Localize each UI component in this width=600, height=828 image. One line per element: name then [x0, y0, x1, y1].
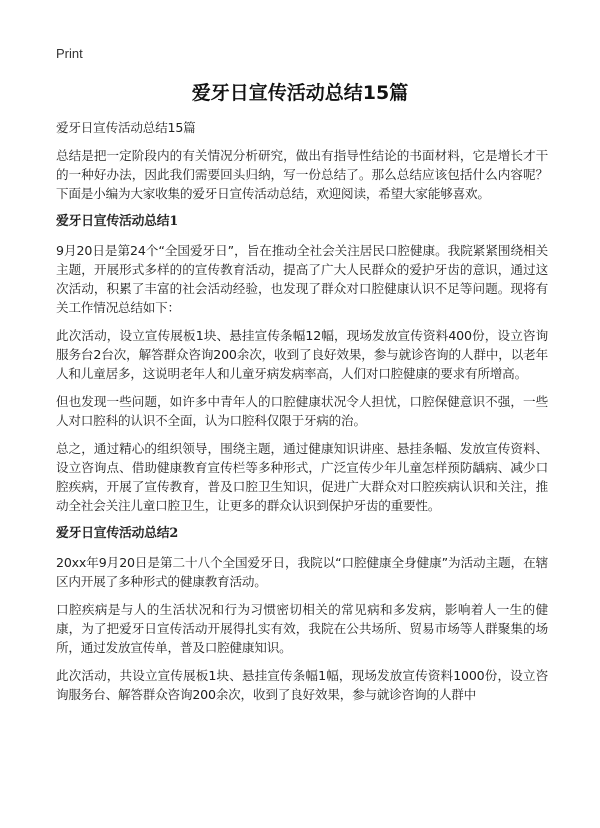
section-1-paragraph-3: 但也发现一些问题，如许多中青年人的口腔健康状况令人担忧，口腔保健意识不强，一些人对口腔科的认识不全面，认为口腔科仅限于牙病的治。 — [56, 394, 548, 428]
section-2-paragraph-2: 口腔疾病是与人的生活状况和行为习惯密切相关的常见病和多发病，影响着人一生的健康，为了把爱牙日宣传活动开展得扎实有效，我院在公共场所、贸易市场等人群聚集的场所，通过发放宣传单，普及口腔健康知识。 — [56, 602, 548, 655]
print-label: Print — [56, 46, 83, 61]
document-subtitle: 爱牙日宣传活动总结15篇 — [56, 120, 196, 135]
section-1-paragraph-4: 总之，通过精心的组织领导，围绕主题，通过健康知识讲座、悬挂条幅、发放宣传资料、设立咨询点、借助健康教育宣传栏等多种形式，广泛宣传少年儿童怎样预防龋病、减少口腔疾病，开展了宣传教育，普及口腔卫生知识，促进广大群众对口腔疾病认识和关注，推动全社会关注儿童口腔卫生，让更多的群众认识到保护牙齿的重要性。 — [56, 441, 548, 513]
section-1-paragraph-1: 9月20日是第24个“全国爱牙日”，旨在推动全社会关注居民口腔健康。我院紧紧围绕相关主题，开展形式多样的的宣传教育活动，提高了广大人民群众的爱护牙齿的意识，通过这次活动，积累了丰富的社会活动经验，也发现了群众对口腔健康认识不足等问题。现将有关工作情况总结如下： — [56, 243, 548, 315]
document-body — [56, 118, 548, 713]
section-heading-1: 爱牙日宣传活动总结1 — [56, 214, 179, 229]
section-2-paragraph-1: 20xx年9月20日是第二十八个全国爱牙日，我院以“口腔健康全身健康”为活动主题，在辖区内开展了多种形式的健康教育活动。 — [56, 555, 548, 589]
section-1-paragraph-2: 此次活动，设立宣传展板1块、悬挂宣传条幅12幅，现场发放宣传资料400份，设立咨询服务台2台次，解答群众咨询200余次，收到了良好效果，参与就诊咨询的人群中，以老年人和儿童居多，这说明老年人和儿童牙病发病率高，人们对口腔健康的要求有所增高。 — [56, 328, 548, 381]
section-heading-2: 爱牙日宣传活动总结2 — [56, 526, 179, 541]
intro-paragraph: 总结是把一定阶段内的有关情况分析研究，做出有指导性结论的书面材料，它是增长才干的一种好办法，因此我们需要回头归纳，写一份总结了。那么总结应该包括什么内容呢？下面是小编为大家收集的爱牙日宣传活动总结，欢迎阅读，希望大家能够喜欢。 — [56, 148, 548, 201]
section-2-paragraph-3: 此次活动，共设立宣传展板1块、悬挂宣传条幅1幅，现场发放宣传资料1000份，设立咨询服务台、解答群众咨询200余次，收到了良好效果，参与就诊咨询的人群中 — [56, 668, 548, 702]
page-title: 爱牙日宣传活动总结15篇 — [191, 82, 409, 104]
